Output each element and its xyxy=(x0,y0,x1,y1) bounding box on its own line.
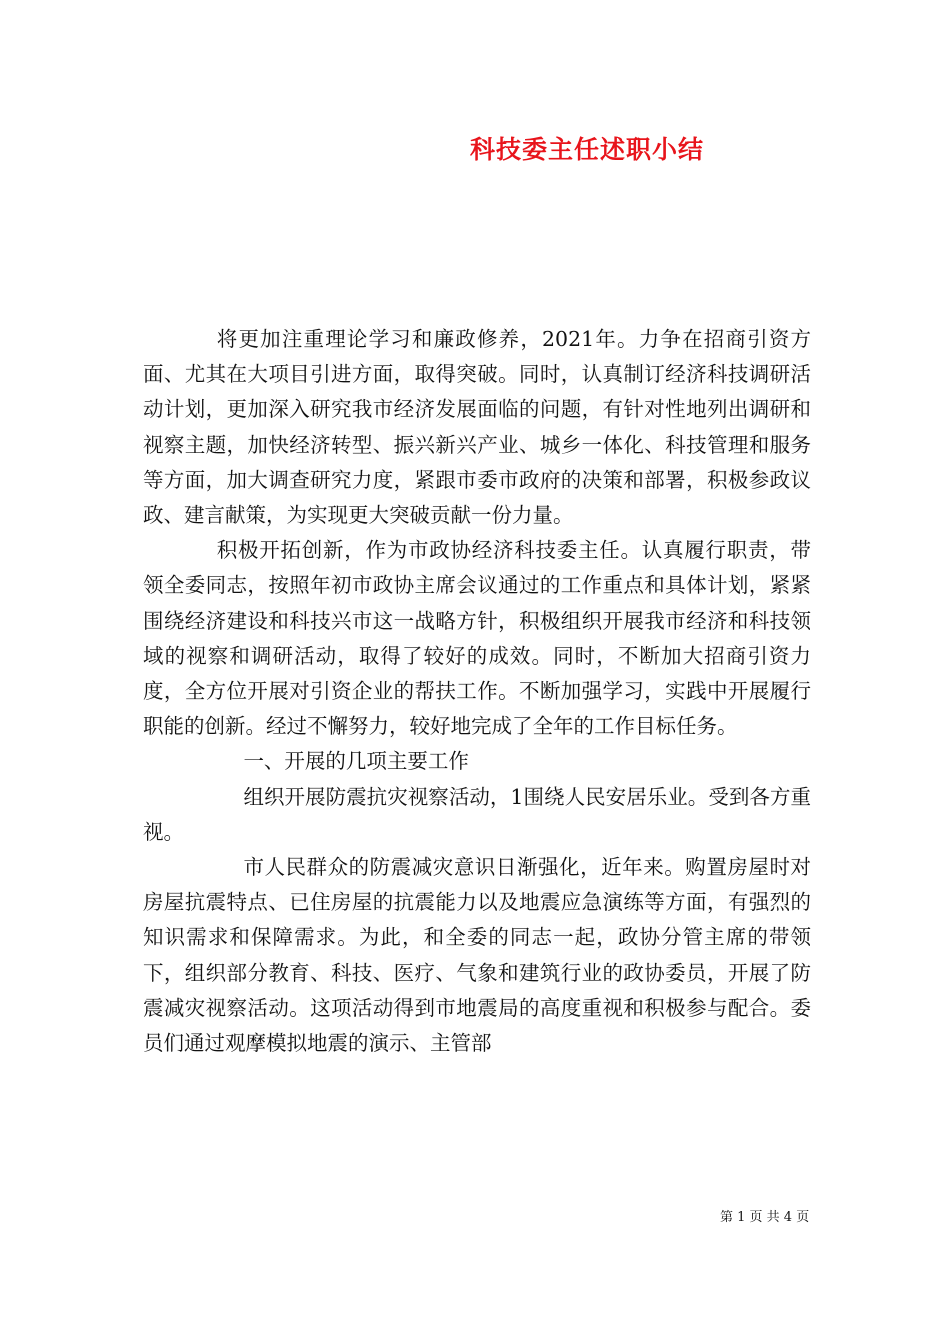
document-title: 科技委主任述职小结 xyxy=(470,135,705,164)
document-body xyxy=(143,322,811,1061)
paragraph-1: 将更加注重理论学习和廉政修养，2021年。力争在招商引资方面、尤其在大项目引进方面，取得突破。同时，认真制订经济科技调研活动计划，更加深入研究我市经济发展面临的问题，有针对性地列出调研和视察主题，加快经济转型、振兴新兴产业、城乡一体化、科技管理和服务等方面，加大调查研究力度，紧跟市委市政府的决策和部署，积极参政议政、建言献策，为实现更大突破贡献一份力量。 xyxy=(143,327,811,528)
page-footer: 第 1 页 共 4 页 xyxy=(720,1210,810,1225)
paragraph-2: 积极开拓创新，作为市政协经济科技委主任。认真履行职责，带领全委同志，按照年初市政协主席会议通过的工作重点和具体计划，紧紧围绕经济建设和科技兴市这一战略方针，积极组织开展我市经济和科技领域的视察和调研活动，取得了较好的成效。同时，不断加大招商引资力度，全方位开展对引资企业的帮扶工作。不断加强学习，实践中开展履行职能的创新。经过不懈努力，较好地完成了全年的工作目标任务。 xyxy=(143,538,811,739)
paragraph-4: 市人民群众的防震减灾意识日渐强化，近年来。购置房屋时对房屋抗震特点、已住房屋的抗震能力以及地震应急演练等方面，有强烈的知识需求和保障需求。为此，和全委的同志一起，政协分管主席的带领下，组织部分教育、科技、医疗、气象和建筑行业的政协委员，开展了防震减灾视察活动。这项活动得到市地震局的高度重视和积极参与配合。委员们通过观摩模拟地震的演示、主管部 xyxy=(143,855,811,1056)
section-heading: 一、开展的几项主要工作 xyxy=(243,749,469,774)
paragraph-3: 组织开展防震抗灾视察活动，1围绕人民安居乐业。受到各方重视。 xyxy=(143,784,811,844)
